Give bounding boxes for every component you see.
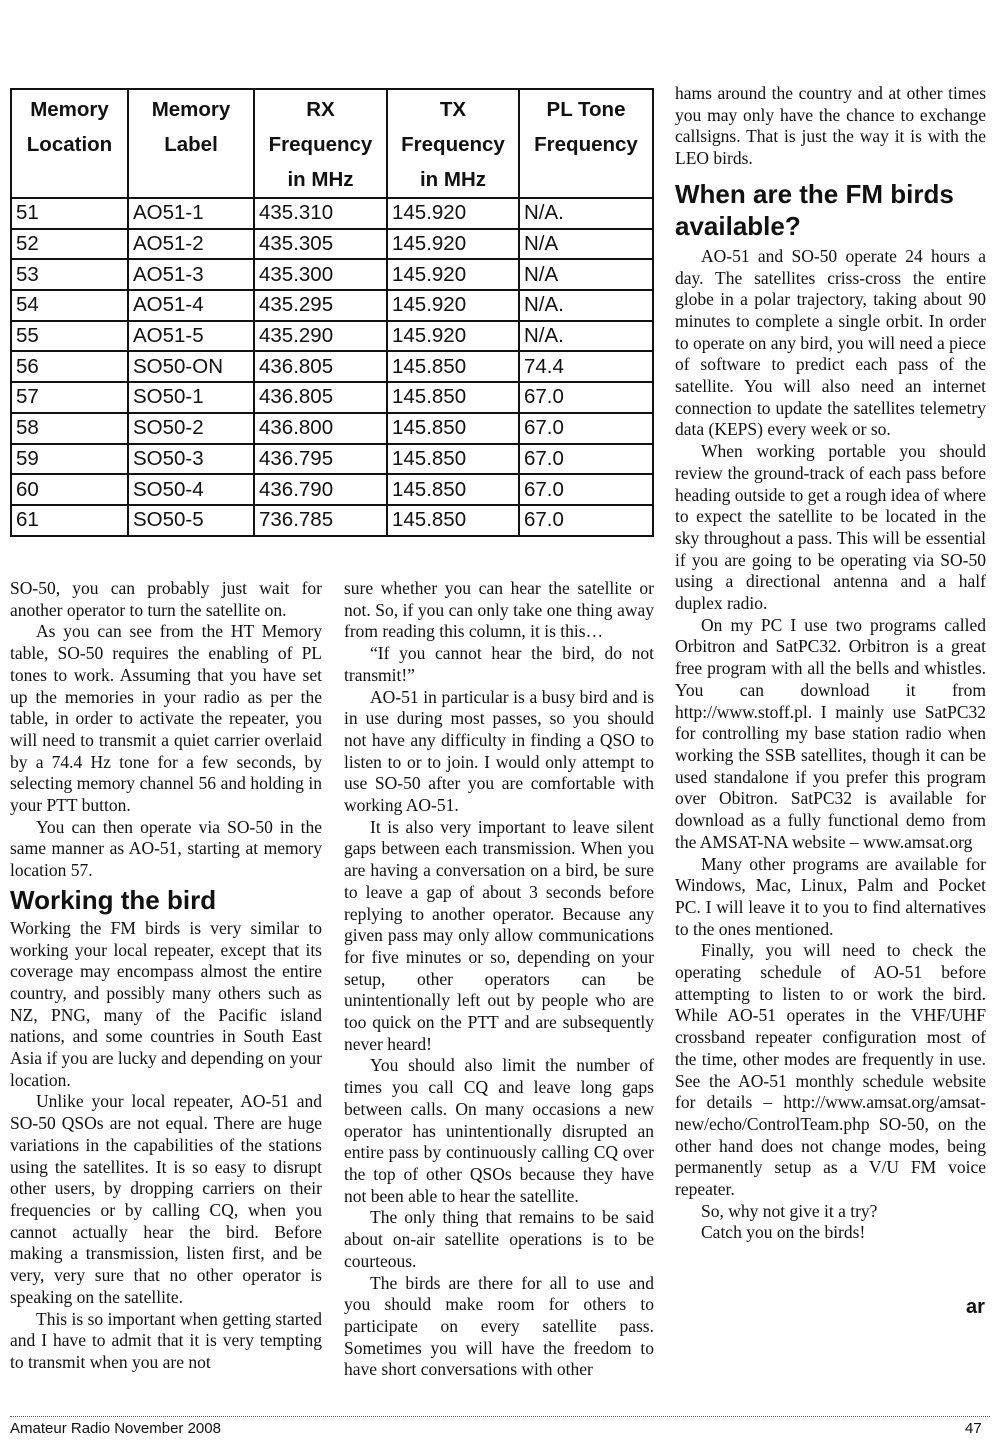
paragraph: AO-51 and SO-50 operate 24 hours a day. The satellites criss-cross the entire globe in a polar trajectory, taking about 90 minutes to complete a single orbit. In order to operate on any bird, you will need a piece of software to predict each pass of the satellite. You will also need an internet connection to update the satellites telemetry data (KEPS) every week or so.	[675, 245, 987, 440]
table-cell: 435.295	[254, 290, 387, 321]
table-cell: 145.850	[387, 444, 519, 475]
table-cell: 74.4	[519, 351, 653, 382]
footer-publication: Amateur Radio November 2008	[10, 1420, 221, 1437]
table-cell: 145.920	[387, 229, 519, 260]
header-memory-label: Memory Label	[128, 89, 254, 198]
paragraph: When working portable you should review the ground-track of each pass before heading outside to get a rough idea of where to expect the satellite to be located in the sky throughout a pass. This will be essential if you are going to be operating via SO-50 using a directional antenna and a half duplex radio.	[675, 441, 987, 614]
paragraph: SO-50, you can probably just wait for another operator to turn the satellite on.	[10, 578, 322, 620]
article-column-1	[10, 578, 322, 1374]
table-cell: 54	[11, 290, 128, 321]
table-cell: 67.0	[519, 474, 653, 505]
table-cell: 145.920	[387, 290, 519, 321]
table-cell: AO51-1	[128, 198, 254, 229]
table-cell: N/A	[519, 229, 653, 260]
table-row	[11, 198, 653, 229]
table-cell: 145.850	[387, 351, 519, 382]
table-cell: AO51-2	[128, 229, 254, 260]
table-cell: SO50-5	[128, 505, 254, 536]
table-cell: 435.310	[254, 198, 387, 229]
article-column-3	[675, 83, 986, 1244]
header-tx-frequency: TX Frequency in MHz	[387, 89, 519, 198]
paragraph: So, why not give it a try?	[701, 1200, 878, 1221]
section-heading: Working the bird	[10, 884, 217, 915]
article-column-2	[344, 578, 654, 1381]
table-cell: 61	[11, 505, 128, 536]
table-cell: 67.0	[519, 444, 653, 475]
section-heading: When are the FM birds available?	[675, 178, 954, 241]
table-cell: 435.305	[254, 229, 387, 260]
paragraph: sure whether you can hear the satellite or not. So, if you can only take one thing away from reading this column, it is this…	[344, 578, 654, 642]
table-row	[11, 382, 653, 413]
table-cell: 436.805	[254, 351, 387, 382]
paragraph: The only thing that remains to be said about on-air satellite operations is to be courteous.	[344, 1207, 654, 1271]
header-memory-location: Memory Location	[11, 89, 128, 198]
page-number: 47	[965, 1420, 982, 1437]
end-mark: ar	[966, 1296, 985, 1318]
table-cell: 145.920	[387, 259, 519, 290]
table-cell: 56	[11, 351, 128, 382]
table-row	[11, 474, 653, 505]
table-cell: 52	[11, 229, 128, 260]
paragraph: The birds are there for all to use and you should make room for others to participate on every satellite pass. Sometimes you will have the freedom to have short conversations with other	[344, 1272, 654, 1380]
table-cell: 57	[11, 382, 128, 413]
table-row	[11, 351, 653, 382]
table-cell: SO50-ON	[128, 351, 254, 382]
table-header-row	[11, 89, 653, 198]
table-row	[11, 259, 653, 290]
table-cell: 145.850	[387, 382, 519, 413]
table-cell: 53	[11, 259, 128, 290]
table-cell: N/A.	[519, 321, 653, 352]
table-cell: 67.0	[519, 505, 653, 536]
table-cell: 59	[11, 444, 128, 475]
paragraph: Unlike your local repeater, AO-51 and SO-50 QSOs are not equal. There are huge variations in the capabilities of the stations using the satellites. It is so easy to disrupt other users, by dropping carriers on their frequencies or by calling CQ, when you cannot actually hear the bird. Before making a transmission, listen first, and be very, very sure that no other operator is speaking on the satellite.	[10, 1091, 322, 1307]
table-row	[11, 444, 653, 475]
table-cell: 145.920	[387, 198, 519, 229]
table-cell: SO50-1	[128, 382, 254, 413]
table-row	[11, 229, 653, 260]
table-cell: 55	[11, 321, 128, 352]
table-cell: 145.850	[387, 505, 519, 536]
table-cell: N/A.	[519, 198, 653, 229]
table-cell: 67.0	[519, 382, 653, 413]
table-row	[11, 321, 653, 352]
table-cell: 436.805	[254, 382, 387, 413]
table-cell: 436.795	[254, 444, 387, 475]
table-cell: AO51-3	[128, 259, 254, 290]
table-cell: SO50-3	[128, 444, 254, 475]
table-cell: N/A	[519, 259, 653, 290]
table-row	[11, 505, 653, 536]
table-cell: 436.800	[254, 413, 387, 444]
table-cell: 436.790	[254, 474, 387, 505]
paragraph: Working the FM birds is very similar to working your local repeater, except that its coverage may encompass almost the entire country, and possibly many others such as NZ, PNG, many of the Pacific island nations, and some countries in South East Asia if you are lucky and depending on your location.	[10, 917, 323, 1090]
paragraph: “If you cannot hear the bird, do not transmit!”	[344, 643, 654, 685]
table-cell: SO50-4	[128, 474, 254, 505]
table-row	[11, 413, 653, 444]
memory-table	[10, 88, 654, 537]
paragraph: You should also limit the number of times you call CQ and leave long gaps between calls. On many occasions a new operator has unintentionally disrupted an entire pass by continuously calling CQ over the top of other QSOs because they have not been able to hear the satellite.	[344, 1055, 654, 1206]
paragraph: hams around the country and at other times you may only have the chance to exchange callsigns. That is just the way it is with the LEO birds.	[675, 83, 986, 169]
paragraph: You can then operate via SO-50 in the same manner as AO-51, starting at memory location 57.	[10, 816, 322, 881]
table-cell: 145.850	[387, 413, 519, 444]
header-pl-tone: PL Tone Frequency	[519, 89, 653, 198]
footer-divider	[10, 1416, 990, 1417]
table-cell: 145.920	[387, 321, 519, 352]
table-cell: 58	[11, 413, 128, 444]
paragraph: Catch you on the birds!	[701, 1222, 866, 1243]
paragraph: This is so important when getting started and I have to admit that it is very tempting to transmit when you are not	[10, 1308, 322, 1372]
table-cell: 60	[11, 474, 128, 505]
paragraph: Many other programs are available for Windows, Mac, Linux, Palm and Pocket PC. I will leave it to you to find alternatives to the ones mentioned.	[675, 853, 986, 939]
paragraph: As you can see from the HT Memory table, SO-50 requires the enabling of PL tones to work. Assuming that you have set up the memories in your radio as per the table, in order to activate the repeater, you will need to transmit a quiet carrier overlaid by a 74.4 Hz tone for a few seconds, by selecting memory channel 56 and holding in your PTT button.	[10, 621, 322, 816]
paragraph: It is also very important to leave silent gaps between each transmission. When you are having a conversation on a bird, be sure to leave a gap of about 3 seconds before replying to another operator. Because any given pass may only allow communications for five minutes or so, depending on your setup, other operators can be unintentionally left out by people who are too quick on the PTT and are subsequently never heard!	[344, 816, 654, 1054]
table-cell: AO51-5	[128, 321, 254, 352]
table-cell: AO51-4	[128, 290, 254, 321]
table-cell: 736.785	[254, 505, 387, 536]
header-rx-frequency: RX Frequency in MHz	[254, 89, 387, 198]
table-cell: 67.0	[519, 413, 653, 444]
paragraph: Finally, you will need to check the operating schedule of AO-51 before attempting to listen to or work the bird. While AO-51 operates in the VHF/UHF crossband repeater configuration most of the time, other modes are frequently in use. See the AO-51 monthly schedule website for details – http://www.amsat.org/amsat-new/echo/ControlTeam.php SO-50, on the other hand does not change modes, being permanently setup as a V/U FM voice repeater.	[675, 940, 986, 1200]
table-cell: 145.850	[387, 474, 519, 505]
table-cell: 435.300	[254, 259, 387, 290]
table-cell: 435.290	[254, 321, 387, 352]
paragraph: AO-51 in particular is a busy bird and is in use during most passes, so you should not have any difficulty in finding a QSO to listen to or to join. I would only attempt to use SO-50 after you are comfortable with working AO-51.	[344, 686, 654, 816]
paragraph: On my PC I use two programs called Orbitron and SatPC32. Orbitron is a great free program with all the bells and whistles. You can download it from http://www.stoff.pl. I mainly use SatPC32 for controlling my base station radio when working the SSB satellites, though it can be used standalone if you prefer this program over Obitron. SatPC32 is available for download as a fully functional demo from the AMSAT-NA website – www.amsat.org	[675, 614, 986, 852]
table-cell: N/A.	[519, 290, 653, 321]
table-cell: SO50-2	[128, 413, 254, 444]
table-row	[11, 290, 653, 321]
table-cell: 51	[11, 198, 128, 229]
